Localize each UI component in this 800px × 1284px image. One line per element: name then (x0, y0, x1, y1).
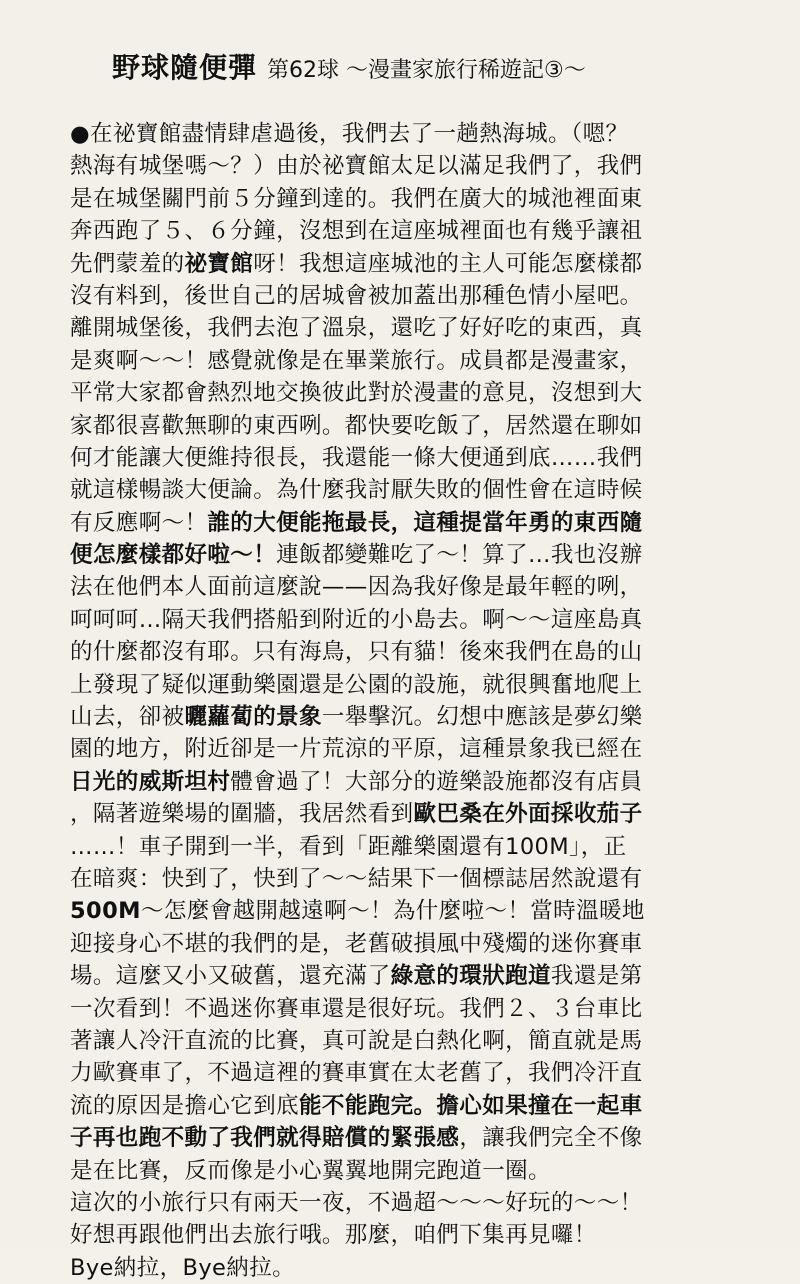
text-line (70, 766, 750, 798)
text-segment: 山去，卻被 (70, 704, 185, 731)
text-line (70, 993, 750, 1025)
text-segment: 的什麼都沒有耶。只有海鳥，只有貓！後來我們在島的山 (70, 639, 643, 666)
bold-text-segment: 便怎麼樣都好啦～！ (70, 542, 277, 569)
text-line (70, 863, 750, 895)
text-segment: 體會過了！大部分的遊樂設施都沒有店員 (230, 768, 643, 795)
text-line (70, 831, 750, 863)
text-line (70, 118, 750, 150)
text-line (70, 377, 750, 409)
text-line (70, 701, 750, 733)
text-line (70, 1122, 750, 1154)
text-line (70, 1252, 750, 1284)
text-segment: ～怎麼會越開越遠啊～！為什麼啦～！當時溫暖地 (140, 898, 645, 925)
bold-text-segment: 能不能跑完。擔心如果撞在一起車 (299, 1092, 643, 1119)
text-line (70, 474, 750, 506)
text-segment: 熱海有城堡嗎～？）由於祕寶館太足以滿足我們了，我們 (70, 153, 643, 180)
text-segment: 平常大家都會熱烈地交換彼此對於漫畫的意見，沒想到大 (70, 380, 643, 407)
text-line (70, 410, 750, 442)
text-segment: ●在祕寶館盡情肆虐過後，我們去了一趟熱海城。（嗯？ (70, 121, 629, 147)
text-line (70, 669, 750, 701)
text-segment: ……！車子開到一半，看到「距離樂園還有100M」，正 (70, 833, 627, 860)
text-segment: 是在比賽，反而像是小心翼翼地開完跑道一圈。 (70, 1157, 551, 1184)
text-line (70, 798, 750, 830)
text-line (70, 1057, 750, 1089)
text-line (70, 604, 750, 636)
text-segment: 上發現了疑似運動樂園還是公園的設施，就很興奮地爬上 (70, 671, 643, 698)
text-segment: 在暗爽：快到了，快到了～～結果下一個標誌居然說還有 (70, 865, 643, 892)
bold-text-segment: 綠意的環狀跑道 (390, 963, 551, 990)
text-segment: 何才能讓大便維持很長，我還能一條大便通到底……我們 (70, 444, 643, 471)
text-segment: 先們蒙羞的 (70, 250, 185, 277)
bold-text-segment: 子再也跑不動了我們就得賠償的緊張感 (70, 1125, 460, 1152)
bold-text-segment: 誰的大便能拖最長，這種提當年勇的東西隨 (207, 509, 643, 536)
text-segment: 我還是第 (550, 963, 643, 990)
text-segment: 呵呵呵…隔天我們搭船到附近的小島去。啊～～這座島真 (70, 606, 643, 633)
text-line (70, 1090, 750, 1122)
text-segment: 連飯都變難吃了～！算了…我也沒辦 (276, 542, 643, 569)
text-segment: 一舉擊沉。幻想中應該是夢幻樂 (321, 704, 643, 731)
text-line (70, 960, 750, 992)
text-segment: 好想再跟他們出去旅行哦。那麼，咱們下集再見囉！ (70, 1222, 597, 1249)
text-line (70, 183, 750, 215)
series-title: 野球隨便彈 (112, 51, 258, 84)
text-line (70, 442, 750, 474)
text-line (70, 1155, 750, 1187)
text-segment: 著讓人冷汗直流的比賽，真可說是白熱化啊，簡直就是馬 (70, 1027, 643, 1054)
text-line (70, 733, 750, 765)
page-title (112, 48, 752, 92)
bold-text-segment: 日光的威斯坦村 (70, 768, 231, 795)
text-segment: 是爽啊～～！感覺就像是在畢業旅行。成員都是漫畫家， (70, 347, 643, 374)
text-line (70, 248, 750, 280)
bold-text-segment: 歐巴桑在外面採收茄子 (413, 801, 643, 828)
text-line (70, 280, 750, 312)
text-line (70, 895, 750, 927)
text-segment: 就這樣暢談大便論。為什麼我討厭失敗的個性會在這時候 (70, 477, 643, 504)
text-line (70, 215, 750, 247)
text-line (70, 571, 750, 603)
text-segment: 這次的小旅行只有兩天一夜，不過超～～～好玩的～～！ (70, 1189, 643, 1216)
text-line (70, 1025, 750, 1057)
text-segment: 法在他們本人面前這麼說——因為我好像是最年輕的咧， (70, 574, 643, 601)
text-segment: 是在城堡關門前５分鐘到達的。我們在廣大的城池裡面東 (70, 185, 643, 212)
bold-text-segment: 祕寶館 (184, 250, 254, 277)
text-segment: 離開城堡後，我們去泡了溫泉，還吃了好好吃的東西，真 (70, 315, 643, 342)
text-line (70, 1219, 750, 1251)
text-line (70, 539, 750, 571)
text-line (70, 150, 750, 182)
text-line (70, 1187, 750, 1219)
text-line (70, 312, 750, 344)
text-segment: Bye納拉，Bye納拉。 (70, 1254, 295, 1281)
text-line (70, 928, 750, 960)
chapter-title: 第62球 ～漫畫家旅行稀遊記③～ (267, 58, 586, 83)
text-segment: 奔西跑了５、６分鐘，沒想到在這座城裡面也有幾乎讓祖 (70, 218, 643, 245)
text-segment: 流的原因是擔心它到底 (70, 1092, 300, 1119)
body-text (70, 118, 750, 1284)
text-segment: 力歐賽車了，不過這裡的賽車實在太老舊了，我們冷汗直 (70, 1060, 643, 1087)
text-segment: 園的地方，附近卻是一片荒涼的平原，這種景象我已經在 (70, 736, 643, 763)
text-segment: 家都很喜歡無聊的東西咧。都快要吃飯了，居然還在聊如 (70, 412, 643, 439)
text-segment: 沒有料到，後世自己的居城會被加蓋出那種色情小屋吧。 (70, 282, 643, 309)
text-line (70, 507, 750, 539)
text-segment: ，讓我們完全不像 (459, 1125, 643, 1152)
text-line (70, 345, 750, 377)
text-segment: 呀！我想這座城池的主人可能怎麼樣都 (253, 250, 643, 277)
text-segment: 一次看到！不過迷你賽車還是很好玩。我們２、３台車比 (70, 995, 643, 1022)
text-segment: 有反應啊～！ (70, 509, 208, 536)
text-segment: ，隔著遊樂場的圍牆，我居然看到 (70, 801, 414, 828)
bold-text-segment: 曬蘿蔔的景象 (184, 704, 322, 731)
text-segment: 場。這麼又小又破舊，還充滿了 (70, 963, 391, 990)
text-line (70, 636, 750, 668)
bold-text-segment: 500M (70, 898, 141, 925)
text-segment: 迎接身心不堪的我們的是，老舊破損風中殘燭的迷你賽車 (70, 930, 643, 957)
